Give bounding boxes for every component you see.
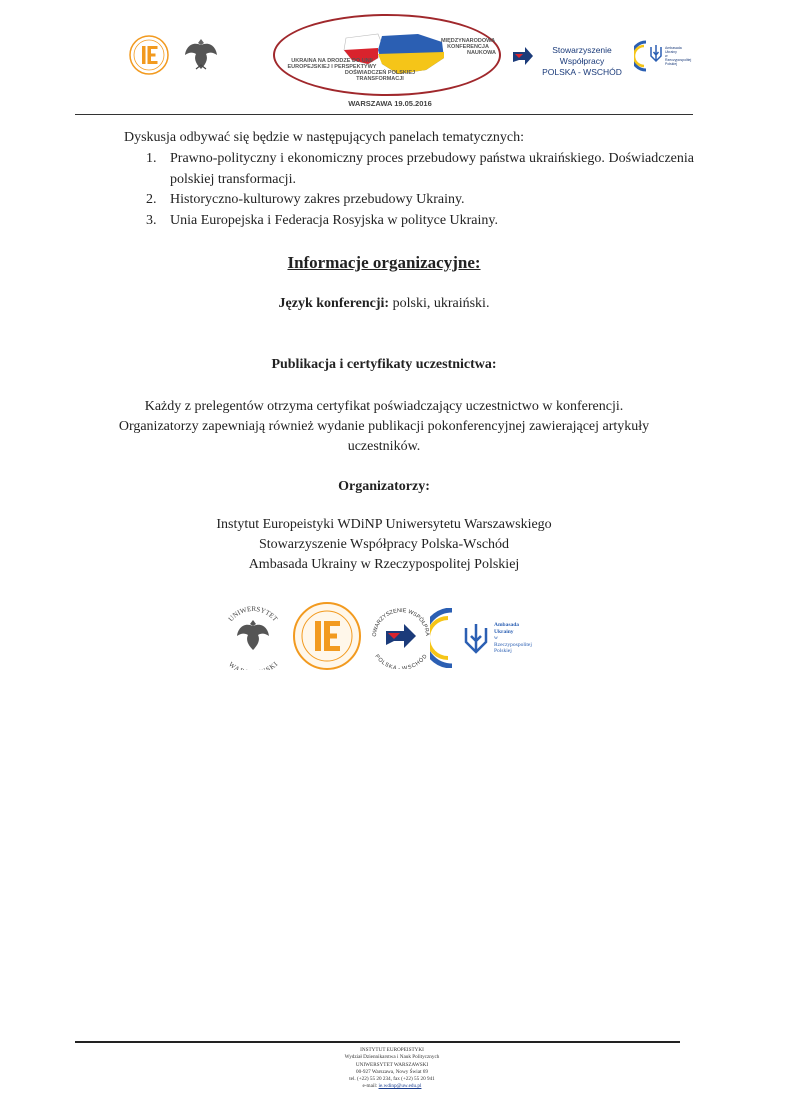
swp-line: Stowarzyszenie Współpracy (552, 45, 612, 66)
uw-top-text: UNIWERSYTET (226, 604, 280, 624)
swp-ring-top-text: OWARZYSZENIE WSPÓŁPRA (371, 607, 431, 637)
organizers-list (75, 515, 693, 575)
info-heading: Informacje organizacyjne: (287, 253, 481, 272)
ambasada-trident-icon (462, 622, 490, 656)
ambasada-line: w (494, 635, 498, 641)
ambasada-line: Ambasada (665, 46, 682, 50)
list-text: Prawno-polityczny i ekonomiczny proces przebudowy państwa ukraińskiego. Doświadczenia polskiej transformacji. (170, 151, 694, 187)
header (0, 0, 786, 118)
banner-subtitle-2 (330, 70, 430, 82)
list-item (146, 211, 694, 232)
list-item (146, 149, 694, 190)
organizer-item: Instytut Europeistyki WDiNP Uniwersytetu Warszawskiego (216, 517, 552, 532)
ie-logo (129, 35, 169, 75)
banner-subtitle (278, 58, 386, 70)
uw-seal-logo (218, 602, 288, 670)
ambasada-logo-arc-icon (430, 608, 454, 668)
panel-list (146, 149, 694, 231)
ambasada-logo-text (494, 622, 554, 655)
swp-line: POLSKA - WSCHÓD (542, 67, 622, 77)
publication-text (75, 397, 693, 457)
header-divider (75, 114, 693, 115)
language-value: polski, ukraiński. (389, 296, 490, 311)
swp-ring-logo (366, 601, 436, 669)
publication-line: uczestników. (347, 439, 421, 454)
panels-intro: Dyskusja odbywać się będzie w następujących panelach tematycznych: (124, 130, 525, 145)
ambasada-line: Rzeczypospolitej (494, 641, 532, 648)
swp-ring-bottom-text: POLSKA - WSCHÓD (373, 653, 429, 669)
list-text: Unia Europejska i Federacja Rosyjska w polityce Ukrainy. (170, 212, 499, 228)
footer-email-line (282, 1083, 502, 1090)
ie-logo-large (292, 601, 362, 671)
uw-eagle-icon (180, 33, 222, 75)
organizer-logos (218, 600, 548, 672)
language-line (75, 294, 693, 314)
email-link[interactable]: ie.wdinp@uw.edu.pl (378, 1083, 422, 1090)
list-number: 3. (146, 212, 157, 228)
ambasada-line: Rzeczypospolitej (665, 58, 692, 62)
banner-title (440, 38, 496, 56)
organizer-item: Ambasada Ukrainy w Rzeczypospolitej Polskiej (248, 557, 520, 572)
footer-line: UNIWERSYTET WARSZAWSKI (355, 1061, 429, 1068)
list-number: 1. (146, 151, 157, 166)
footer-line: 00-927 Warszawa, Nowy Świat 69 (356, 1068, 428, 1075)
list-number: 2. (146, 192, 157, 207)
banner-date: WARSZAWA 19.05.2016 (348, 99, 432, 108)
banner-line: UKRAINA NA DRODZE DO UNII (291, 58, 373, 64)
list-item (146, 190, 694, 211)
ambasada-line: Polskiej (494, 648, 512, 654)
email-label: e-mail: (362, 1083, 379, 1090)
footer (282, 1047, 502, 1091)
uw-bottom-text: WA SKI (227, 660, 280, 670)
banner-line: TRANSFORMACJI (356, 76, 404, 82)
ambasada-arc-icon (634, 40, 648, 72)
ambasada-line: Ukrainy (665, 50, 677, 54)
swp-name (532, 45, 632, 78)
trident-icon (649, 44, 663, 64)
publication-line: Każdy z prelegentów otrzyma certyfikat poświadczający uczestnictwo w konferencji. (144, 399, 624, 414)
footer-line: Wydział Dziennikarstwa i Nauk Politycznych (344, 1054, 440, 1061)
banner-line: EUROPEJSKIEJ I PERSPEKTYWY (287, 64, 377, 70)
organizers-heading: Organizatorzy: (338, 479, 430, 494)
footer-line: tel. (+22) 55 20 234, fax (+22) 55 20 941 (349, 1076, 435, 1083)
footer-line: INSTYTUT EUROPEISTYKI (360, 1047, 424, 1053)
publication-heading: Publikacja i certyfikaty uczestnictwa: (271, 357, 497, 372)
ambasada-small-text (665, 46, 695, 66)
banner-line: NAUKOWA (466, 50, 496, 56)
footer-divider (75, 1041, 680, 1043)
language-label: Język konferencji: (278, 296, 390, 311)
list-text: Historyczno-kulturowy zakres przebudowy Ukrainy. (170, 192, 465, 207)
publication-line: Organizatorzy zapewniają również wydanie publikacji pokonferencyjnej zawierającej artykuły (118, 419, 650, 434)
ambasada-line: Ukrainy (494, 628, 514, 635)
ambasada-line: Polskiej (665, 62, 678, 66)
ambasada-line: Ambasada (494, 622, 520, 628)
banner-line: DOŚWIADCZEŃ POLSKIEJ (344, 70, 416, 76)
ambasada-line: w (665, 54, 668, 58)
banner-line: MIĘDZYNARODOWA KONFERENCJA (440, 38, 496, 50)
organizer-item: Stowarzyszenie Współpracy Polska-Wschód (258, 537, 510, 552)
